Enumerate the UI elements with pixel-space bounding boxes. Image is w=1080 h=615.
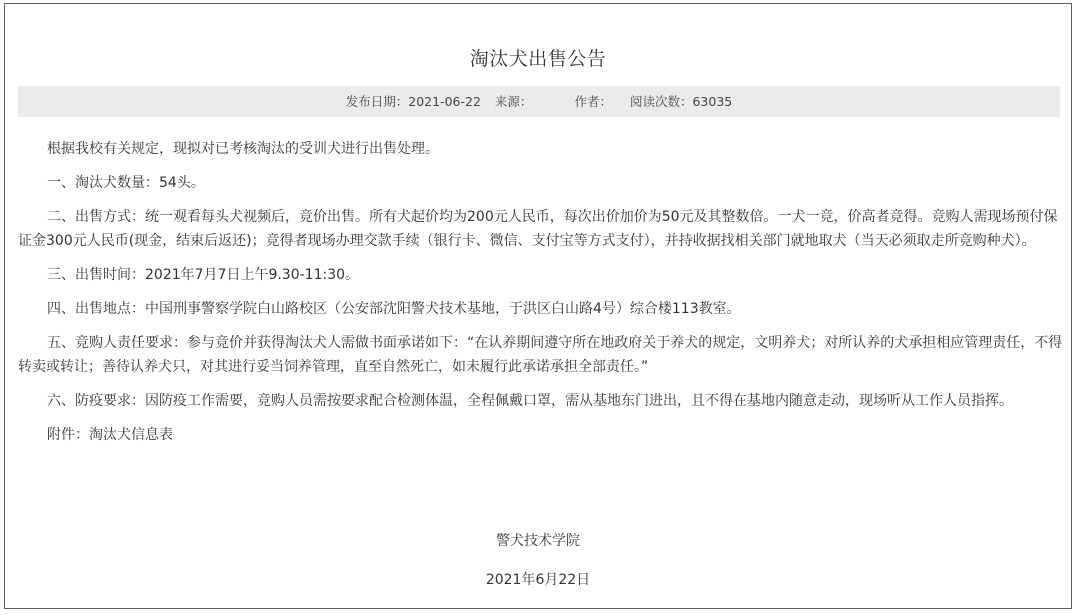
source-label: 来源： xyxy=(494,94,533,109)
publish-date-value: 2021-06-22 xyxy=(408,94,481,109)
view-count-label: 阅读次数： xyxy=(629,94,693,109)
paragraph-quantity: 一、淘汰犬数量：54头。 xyxy=(47,175,205,191)
paragraph-epidemic-requirements: 六、防疫要求：因防疫工作需要，竞购人员需按要求配合检测体温，全程佩戴口罩，需从基地东门进出，且不得在基地内随意走动，现场听从工作人员指挥。 xyxy=(47,393,1013,409)
signature-date: 2021年6月22日 xyxy=(485,572,591,588)
signature-organization: 警犬技术学院 xyxy=(496,533,580,549)
view-count-value: 63035 xyxy=(692,94,733,109)
publish-date xyxy=(346,86,481,117)
paragraph-attachment: 附件：淘汰犬信息表 xyxy=(47,427,173,443)
view-count xyxy=(630,86,732,117)
author xyxy=(574,86,612,117)
page-title: 淘汰犬出售公告 xyxy=(469,48,607,70)
paragraph-sale-time: 三、出售时间：2021年7月7日上午9.30-11:30。 xyxy=(47,267,360,283)
paragraph-sale-location: 四、出售地点：中国刑事警察学院白山路校区（公安部沈阳警犬技术基地，于洪区白山路4号）综合楼113教室。 xyxy=(47,301,741,317)
article-meta-bar xyxy=(18,86,1060,117)
document-frame xyxy=(4,3,1072,609)
paragraph-intro: 根据我校有关规定，现拟对已考核淘汰的受训犬进行出售处理。 xyxy=(47,141,439,157)
paragraph-buyer-responsibility: 五、竞购人责任要求：参与竞价并获得淘汰犬人需做书面承诺如下：“在认养期间遵守所在地政府关于养犬的规定，文明养犬；对所认养的犬承担相应管理责任，不得转卖或转让；善待认养犬只，对其进行妥当饲养管理，直至自然死亡，如未履行此承诺承担全部责任。” xyxy=(18,335,1063,375)
publish-date-label: 发布日期： xyxy=(345,94,409,109)
author-label: 作者： xyxy=(574,94,612,109)
article-body xyxy=(18,137,1063,457)
paragraph-sale-method: 二、出售方式：统一观看每头犬视频后，竞价出售。所有犬起价均为200元人民币，每次出价加价为50元及其整数倍。一犬一竞，价高者竞得。竞购人需现场预付保证金300元人民币(现金，结束后返还)；竞得者现场办理交款手续（银行卡、微信、支付宝等方式支付），并持收据找相关部门就地取犬（当天必须取走所竞购种犬）。 xyxy=(18,209,1058,249)
source xyxy=(495,86,533,117)
